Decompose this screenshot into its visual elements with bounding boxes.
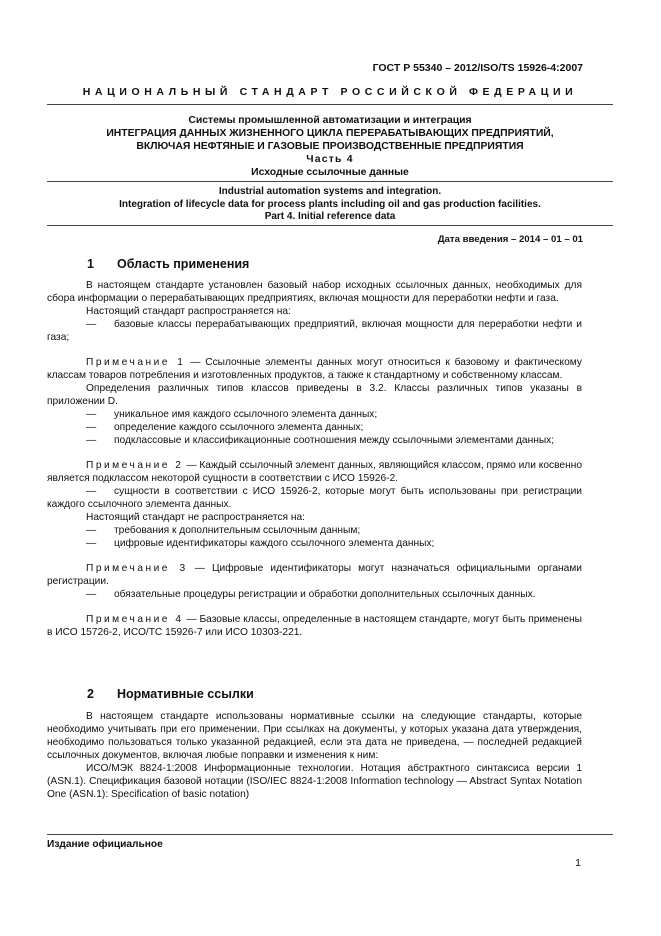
title-russian bbox=[47, 114, 613, 179]
note-1: Примечание 1 — Ссылочные элементы данных могут относиться к базовому и фактическому классам товаров потребления и изготовленных продуктов, а также к стандартному и собственному классам. bbox=[47, 357, 582, 381]
standard-code: ГОСТ Р 55340 – 2012/ISO/TS 15926-4:2007 bbox=[372, 62, 583, 74]
list-item: — подклассовые и классификационные соотношения между ссылочными элементами данных; bbox=[86, 435, 555, 446]
list-item: — определение каждого ссылочного элемента данных; bbox=[86, 422, 364, 433]
paragraph: В настоящем стандарте использованы нормативные ссылки на следующие стандарты, которые необходимо учитывать при его применении. При ссылках на документы, у которых указана дата утверждения, необходимо пользоваться только указанной редакцией, если эта дата не приведена, — последней редакцией ссылочных документов, включая любые поправки и изменения к ним: bbox=[47, 711, 582, 761]
section2-number: 2 bbox=[87, 687, 94, 701]
standard-title: НАЦИОНАЛЬНЫЙ СТАНДАРТ РОССИЙСКОЙ ФЕДЕРАЦИИ bbox=[82, 86, 578, 98]
introduction-date: Дата введения – 2014 – 01 – 01 bbox=[437, 234, 583, 245]
note-2: Примечание 2 — Каждый ссылочный элемент данных, являющийся классом, прямо или косвенно является подклассом некоторой сущности в соответствии с ИСО 15926-2. bbox=[47, 460, 582, 484]
header-rule bbox=[47, 104, 613, 105]
list-item: — цифровые идентификаторы каждого ссылочного элемента данных; bbox=[86, 538, 435, 549]
section1-heading bbox=[87, 257, 249, 271]
list-item: — требования к дополнительным ссылочным данным; bbox=[86, 525, 361, 536]
paragraph: Настоящий стандарт не распространяется на: bbox=[86, 512, 306, 523]
section2-title: Нормативные ссылки bbox=[117, 687, 254, 701]
page-number: 1 bbox=[575, 857, 581, 869]
title-rule bbox=[47, 181, 613, 182]
title-ru-part: Часть 4 bbox=[306, 154, 354, 165]
list-item: — обязательные процедуры регистрации и обработки дополнительных ссылочных данных. bbox=[86, 589, 536, 600]
section1-title: Область применения bbox=[117, 257, 250, 271]
paragraph: ИСО/МЭК 8824-1:2008 Информационные технологии. Нотация абстрактного синтаксиса версии 1 (ASN.1). Спецификация базовой нотации (ISO/IEC 8824-1:2008 Information technology — Abstract Syntax Notation One (ASN.1): Specification of basic notation) bbox=[47, 763, 582, 800]
paragraph: Настоящий стандарт распространяется на: bbox=[86, 306, 291, 317]
title-ru-line3: ВКЛЮЧАЯ НЕФТЯНЫЕ И ГАЗОВЫЕ ПРОИЗВОДСТВЕННЫЕ ПРЕДПРИЯТИЯ bbox=[136, 141, 524, 152]
footer-rule bbox=[47, 834, 613, 835]
title-en-line1: Industrial automation systems and integration. bbox=[218, 186, 442, 197]
section1-number: 1 bbox=[87, 257, 94, 271]
title-english bbox=[47, 186, 613, 224]
paragraph: Определения различных типов классов приведены в 3.2. Классы различных типов указаны в приложении D. bbox=[47, 383, 582, 407]
list-item: — уникальное имя каждого ссылочного элемента данных; bbox=[86, 409, 378, 420]
english-title-rule bbox=[47, 225, 613, 226]
list-item: — сущности в соответствии с ИСО 15926-2, которые могут быть использованы при регистрации каждого ссылочного элемента данных. bbox=[47, 486, 582, 510]
list-item: — базовые классы перерабатывающих предприятий, включая мощности для переработки нефти и газа; bbox=[47, 319, 582, 343]
title-en-line2: Integration of lifecycle data for process plants including oil and gas production facilities. bbox=[119, 198, 541, 210]
title-en-line3: Part 4. Initial reference data bbox=[264, 211, 396, 222]
paragraph: В настоящем стандарте установлен базовый набор исходных ссылочных данных, необходимых для сбора информации о перерабатывающих предприятиях, включая мощности для переработки нефти и газа. bbox=[47, 280, 582, 304]
title-ru-line2: ИНТЕГРАЦИЯ ДАННЫХ ЖИЗНЕННОГО ЦИКЛА ПЕРЕРАБАТЫВАЮЩИХ ПРЕДПРИЯТИЙ, bbox=[106, 128, 554, 139]
title-ru-line1: Системы промышленной автоматизации и интеграция bbox=[188, 115, 472, 126]
section2-body bbox=[47, 710, 582, 801]
note-4: Примечание 4 — Базовые классы, определенные в настоящем стандарте, могут быть применены в ИСО 15726-2, ИСО/ТС 15926-7 или ИСО 10303-221. bbox=[47, 614, 582, 638]
title-ru-subtitle: Исходные ссылочные данные bbox=[251, 167, 409, 178]
section1-body bbox=[47, 279, 582, 639]
note-3: Примечание 3 — Цифровые идентификаторы могут назначаться официальными органами регистрации. bbox=[47, 563, 582, 587]
section2-heading bbox=[87, 687, 254, 701]
official-edition: Издание официальное bbox=[47, 839, 163, 850]
